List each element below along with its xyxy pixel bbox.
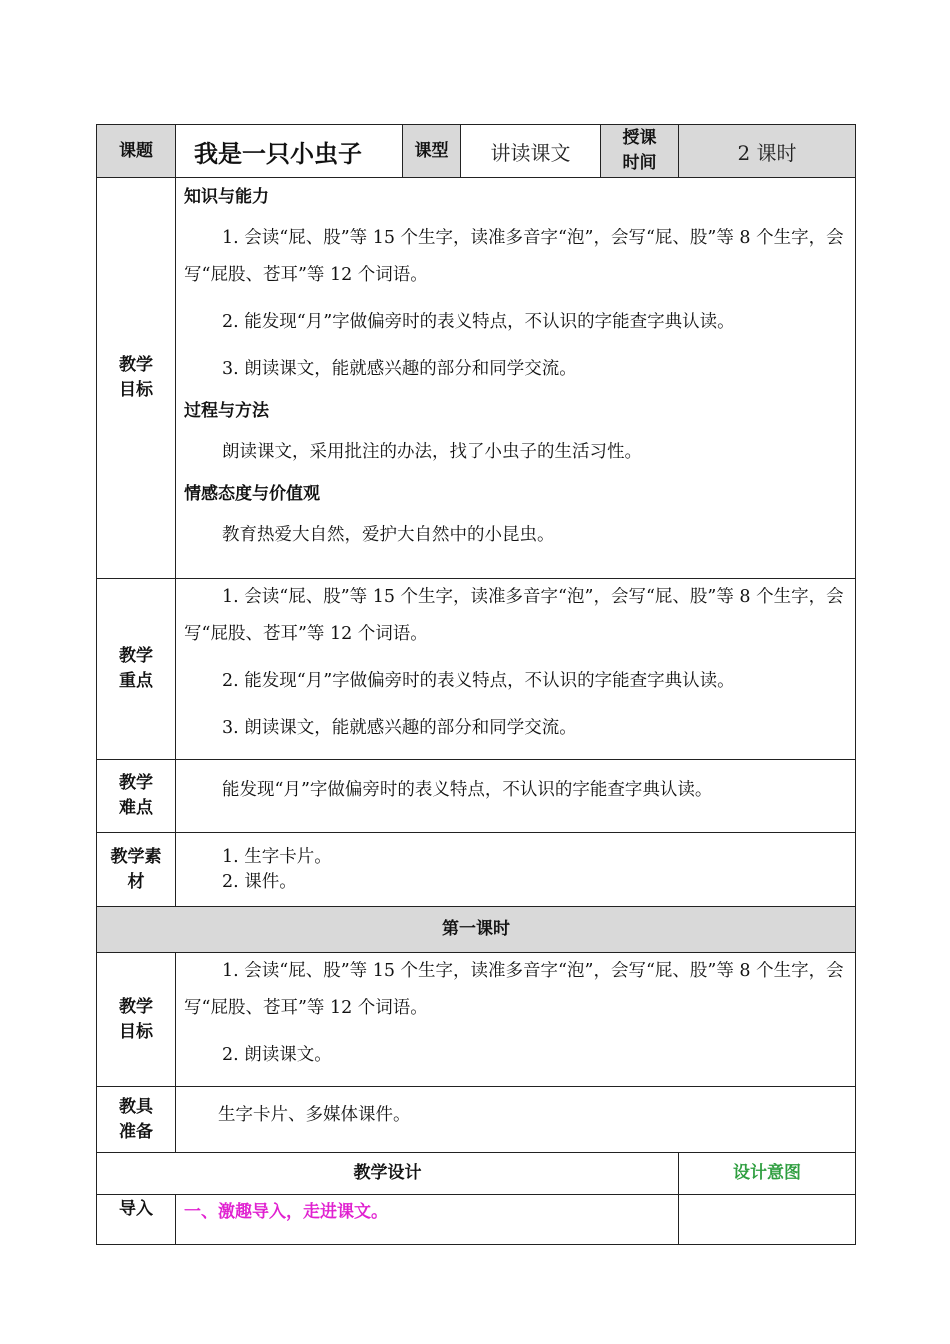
emotion-heading: 情感态度与价值观 xyxy=(184,484,320,504)
materials-label-line-1: 教学素 xyxy=(110,846,162,867)
time-label-line-1: 授课 xyxy=(622,128,657,148)
tools-label xyxy=(97,1087,176,1153)
tools-content xyxy=(176,1087,856,1153)
objectives-content xyxy=(176,178,856,579)
lesson-one-heading: 第一课时 xyxy=(97,907,856,953)
difficulty-text: 能发现“月”字做偏旁时的表义特点，不认识的字能查字典认读。 xyxy=(222,780,713,800)
objectives-label-line-2: 目标 xyxy=(119,380,153,400)
time-label xyxy=(601,125,679,178)
tools-label-line-1: 教具 xyxy=(119,1096,153,1117)
objectives-label xyxy=(97,178,176,579)
materials-label xyxy=(97,833,176,907)
time-value: 2 课时 xyxy=(679,125,856,178)
key-point-item: 2. 能发现“月”字做偏旁时的表义特点，不认识的字能查字典认读。 xyxy=(222,671,735,691)
knowledge-heading: 知识与能力 xyxy=(184,187,269,207)
difficulties-content xyxy=(176,760,856,833)
intro-label: 导入 xyxy=(97,1195,176,1245)
knowledge-item: 3. 朗读课文，能就感兴趣的部分和同学交流。 xyxy=(222,359,577,379)
topic-label: 课题 xyxy=(97,125,176,178)
key-point-item: 3. 朗读课文，能就感兴趣的部分和同学交流。 xyxy=(222,718,577,738)
lesson-objectives-label-line-2: 目标 xyxy=(119,1021,153,1042)
emotion-text: 教育热爱大自然，爱护大自然中的小昆虫。 xyxy=(222,525,555,545)
lesson-objective-item: 1. 会读“屁、股”等 15 个生字，读准多音字“泡”，会写“屁、股”等 8 个生字，会写“屁股、苍耳”等 12 个词语。 xyxy=(184,961,844,1018)
objectives-label-line-1: 教学 xyxy=(119,355,153,375)
time-label-line-2: 时间 xyxy=(622,153,657,173)
materials-content xyxy=(176,833,856,907)
lesson-plan-table xyxy=(96,124,856,1245)
design-header: 教学设计 xyxy=(97,1153,679,1195)
tools-text: 生字卡片、多媒体课件。 xyxy=(218,1105,411,1125)
process-text: 朗读课文，采用批注的办法，找了小虫子的生活习性。 xyxy=(222,442,642,462)
material-item: 2. 课件。 xyxy=(222,871,297,892)
key-point-item: 1. 会读“屁、股”等 15 个生字，读准多音字“泡”，会写“屁、股”等 8 个生字，会写“屁股、苍耳”等 12 个词语。 xyxy=(184,587,844,644)
process-heading: 过程与方法 xyxy=(184,401,269,421)
materials-label-line-2: 材 xyxy=(127,871,145,892)
key-points-label-line-1: 教学 xyxy=(119,646,153,666)
tools-label-line-2: 准备 xyxy=(119,1121,153,1142)
intro-text: 一、激趣导入，走进课文。 xyxy=(184,1202,388,1222)
type-label: 课型 xyxy=(403,125,461,178)
lesson-objectives-label-line-1: 教学 xyxy=(119,996,153,1017)
key-points-content xyxy=(176,579,856,760)
intro-content xyxy=(176,1195,679,1245)
difficulties-label-line-1: 教学 xyxy=(119,773,153,793)
type-value: 讲读课文 xyxy=(461,125,601,178)
knowledge-item: 1. 会读“屁、股”等 15 个生字，读准多音字“泡”，会写“屁、股”等 8 个生字，会写“屁股、苍耳”等 12 个词语。 xyxy=(184,228,844,285)
lesson-objectives-content xyxy=(176,953,856,1087)
lesson-objectives-label xyxy=(97,953,176,1087)
intent-header: 设计意图 xyxy=(679,1153,856,1195)
intro-intent-cell xyxy=(679,1195,856,1245)
material-item: 1. 生字卡片。 xyxy=(222,846,332,867)
key-points-label-line-2: 重点 xyxy=(119,671,153,691)
difficulties-label xyxy=(97,760,176,833)
lesson-objective-item: 2. 朗读课文。 xyxy=(222,1045,332,1065)
key-points-label xyxy=(97,579,176,760)
difficulties-label-line-2: 难点 xyxy=(119,798,153,818)
knowledge-item: 2. 能发现“月”字做偏旁时的表义特点，不认识的字能查字典认读。 xyxy=(222,312,735,332)
topic-title: 我是一只小虫子 xyxy=(176,125,403,178)
